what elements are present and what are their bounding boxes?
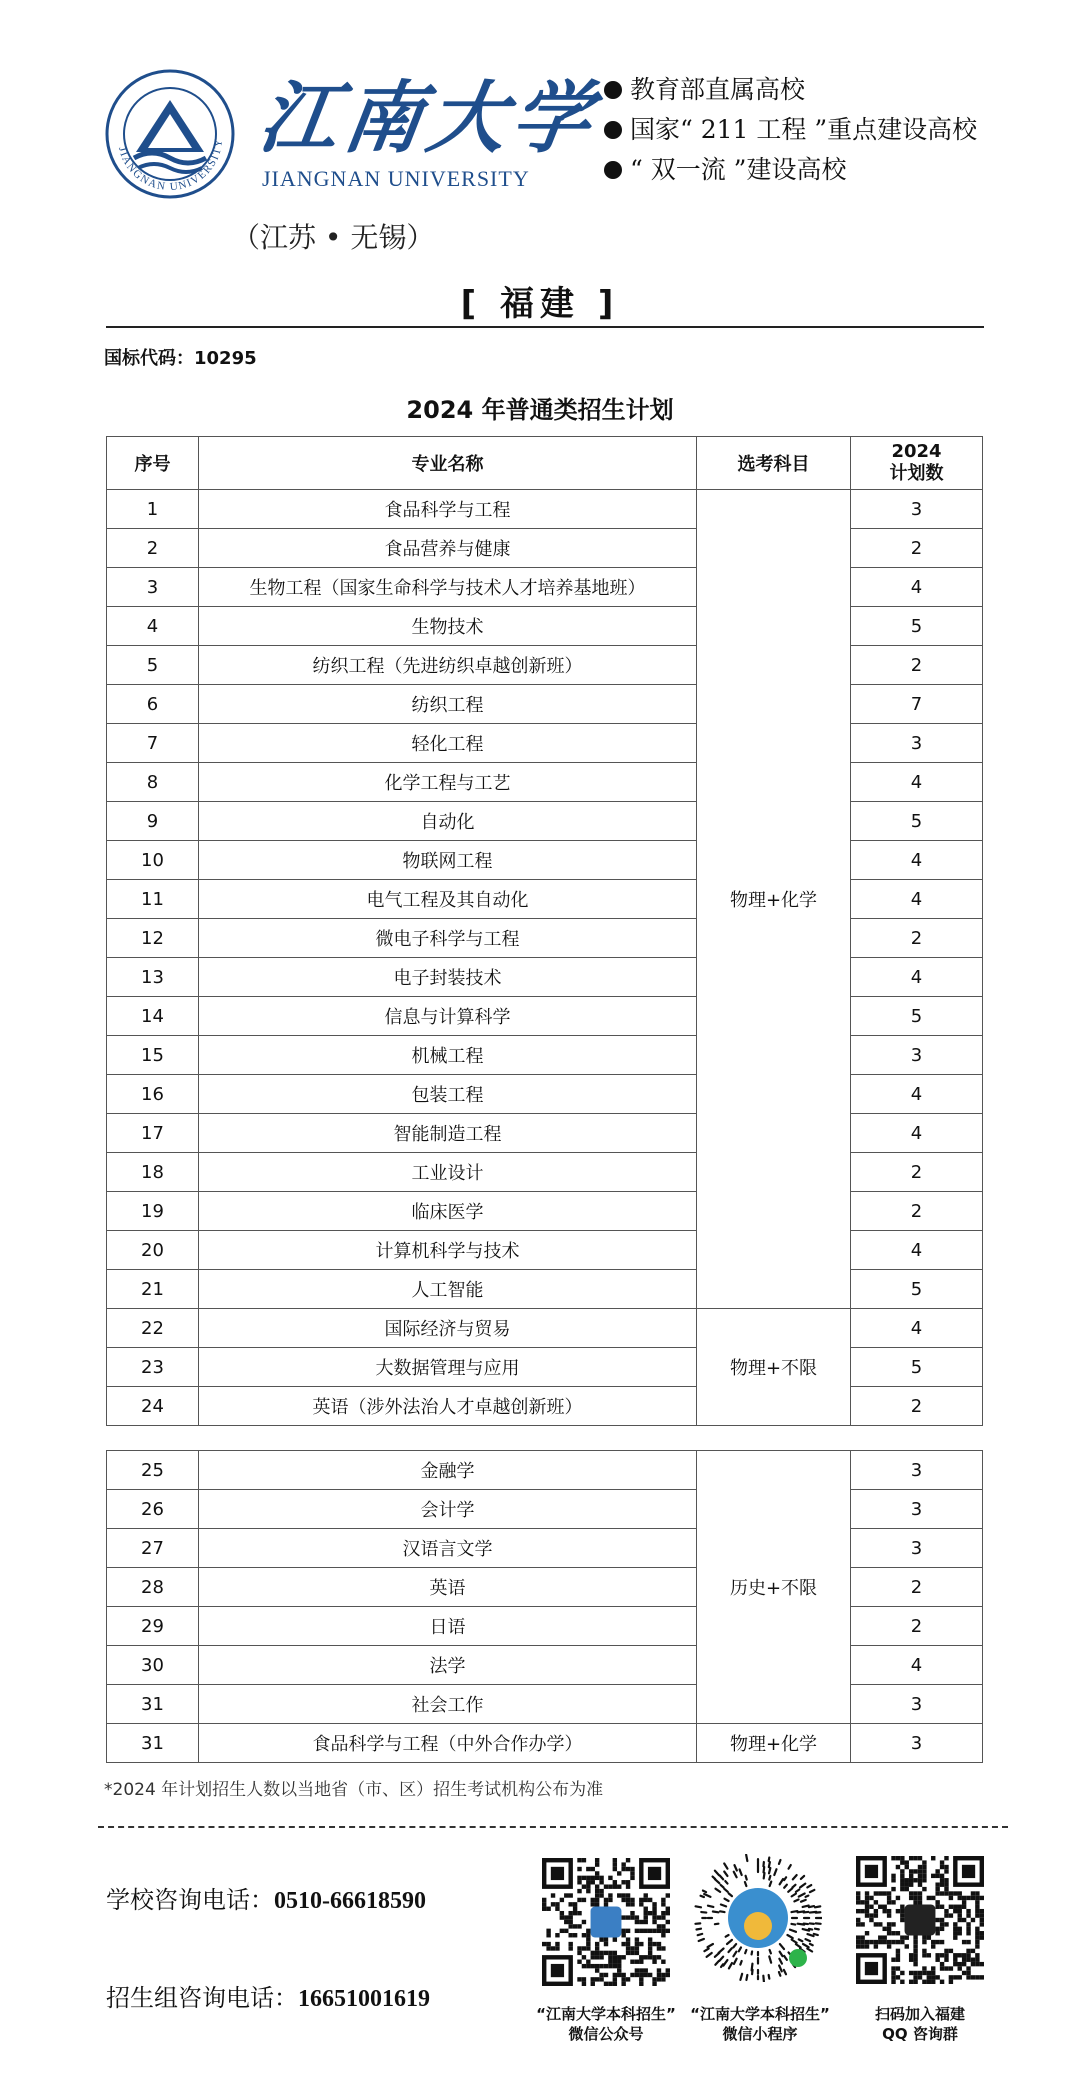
table-row [107, 1724, 983, 1763]
plan-count: 2 [851, 1607, 983, 1646]
major-name: 英语（涉外法治人才卓越创新班） [199, 1387, 697, 1426]
major-name: 化学工程与工艺 [199, 763, 697, 802]
table-row [107, 763, 983, 802]
table-row [107, 1529, 983, 1568]
plan-count: 4 [851, 763, 983, 802]
enrollment-table-1 [106, 436, 983, 1426]
plan-count: 5 [851, 802, 983, 841]
major-name: 生物工程（国家生命科学与技术人才培养基地班） [199, 568, 697, 607]
plan-count: 4 [851, 568, 983, 607]
table-row [107, 802, 983, 841]
row-number: 16 [107, 1075, 199, 1114]
row-number: 31 [107, 1724, 199, 1763]
table-row [107, 724, 983, 763]
plan-count: 3 [851, 490, 983, 529]
row-number: 4 [107, 607, 199, 646]
row-number: 11 [107, 880, 199, 919]
table-row [107, 1153, 983, 1192]
major-name: 会计学 [199, 1490, 697, 1529]
major-name: 电子封装技术 [199, 958, 697, 997]
row-number: 30 [107, 1646, 199, 1685]
plan-count: 4 [851, 841, 983, 880]
plan-count: 5 [851, 1270, 983, 1309]
major-name: 自动化 [199, 802, 697, 841]
row-number: 17 [107, 1114, 199, 1153]
bullet-icon [604, 121, 622, 139]
plan-count: 3 [851, 1490, 983, 1529]
plan-title: 2024 年普通类招生计划 [406, 396, 674, 424]
row-number: 13 [107, 958, 199, 997]
table-row [107, 1036, 983, 1075]
row-number: 15 [107, 1036, 199, 1075]
table-row [107, 1387, 983, 1426]
table-row [107, 607, 983, 646]
row-number: 31 [107, 1685, 199, 1724]
qr-caption-wechat-account: “江南大学本科招生” 微信公众号 [536, 2005, 676, 2043]
header-plan: 2024 计划数 [851, 437, 983, 490]
plan-count: 4 [851, 1114, 983, 1153]
row-number: 18 [107, 1153, 199, 1192]
plan-count: 2 [851, 646, 983, 685]
subject-requirement: 物理+化学 [697, 1724, 851, 1763]
row-number: 24 [107, 1387, 199, 1426]
major-name: 国际经济与贸易 [199, 1309, 697, 1348]
table-row [107, 997, 983, 1036]
table-row [107, 646, 983, 685]
qr-code-icon[interactable] [856, 1856, 984, 1984]
major-name: 电气工程及其自动化 [199, 880, 697, 919]
row-number: 10 [107, 841, 199, 880]
plan-count: 3 [851, 1529, 983, 1568]
plan-count: 2 [851, 1192, 983, 1231]
highlight-list [604, 70, 977, 190]
major-name: 汉语言文学 [199, 1529, 697, 1568]
plan-count: 2 [851, 1568, 983, 1607]
major-name: 社会工作 [199, 1685, 697, 1724]
row-number: 9 [107, 802, 199, 841]
row-number: 22 [107, 1309, 199, 1348]
table-row [107, 1451, 983, 1490]
qr-caption-mini-program: “江南大学本科招生” 微信小程序 [690, 2005, 830, 2043]
plan-count: 3 [851, 724, 983, 763]
major-name: 微电子科学与工程 [199, 919, 697, 958]
university-seal-logo [104, 68, 236, 200]
subject-requirement: 历史+不限 [697, 1451, 851, 1724]
row-number: 7 [107, 724, 199, 763]
plan-count: 2 [851, 919, 983, 958]
university-name-cn: 江南大学 [253, 73, 603, 164]
plan-count: 4 [851, 1231, 983, 1270]
national-code: 国标代码：10295 [104, 348, 257, 369]
table-row [107, 490, 983, 529]
table-row [107, 568, 983, 607]
plan-count: 3 [851, 1685, 983, 1724]
table-row [107, 919, 983, 958]
row-number: 8 [107, 763, 199, 802]
table-row [107, 1114, 983, 1153]
province-title: [ 福建 ] [460, 284, 620, 324]
major-name: 纺织工程（先进纺织卓越创新班） [199, 646, 697, 685]
table-row [107, 1192, 983, 1231]
bullet-icon [604, 81, 622, 99]
divider [106, 326, 984, 328]
subject-requirement: 物理+不限 [697, 1309, 851, 1426]
row-number: 25 [107, 1451, 199, 1490]
table-row [107, 1646, 983, 1685]
enrollment-table-2 [106, 1450, 983, 1763]
header-major: 专业名称 [199, 437, 697, 490]
major-name: 智能制造工程 [199, 1114, 697, 1153]
subject-requirement: 物理+化学 [697, 490, 851, 1309]
row-number: 12 [107, 919, 199, 958]
row-number: 20 [107, 1231, 199, 1270]
header-subjects: 选考科目 [697, 437, 851, 490]
table-row [107, 1231, 983, 1270]
major-name: 物联网工程 [199, 841, 697, 880]
header-no: 序号 [107, 437, 199, 490]
major-name: 临床医学 [199, 1192, 697, 1231]
bullet-icon [604, 161, 622, 179]
table-header-row [107, 437, 983, 490]
major-name: 信息与计算科学 [199, 997, 697, 1036]
team-phone: 招生组咨询电话：16651001619 [106, 1984, 430, 2012]
qr-code-icon[interactable] [542, 1858, 670, 1986]
row-number: 5 [107, 646, 199, 685]
seal-text: JIANGNAN UNIVERSITY [115, 137, 226, 194]
table-row [107, 1568, 983, 1607]
plan-count: 3 [851, 1451, 983, 1490]
plan-count: 2 [851, 529, 983, 568]
table-row [107, 841, 983, 880]
footnote: *2024 年计划招生人数以当地省（市、区）招生考试机构公布为准 [104, 1780, 604, 1800]
row-number: 23 [107, 1348, 199, 1387]
plan-count: 4 [851, 880, 983, 919]
mini-program-code-icon[interactable] [694, 1854, 822, 1982]
row-number: 3 [107, 568, 199, 607]
plan-count: 5 [851, 997, 983, 1036]
major-name: 英语 [199, 1568, 697, 1607]
qr-caption-qq-group: 扫码加入福建 QQ 咨询群 [874, 2005, 965, 2043]
plan-count: 4 [851, 1646, 983, 1685]
highlight-item: 国家“ 211 工程 ”重点建设高校 [604, 110, 977, 150]
major-name: 金融学 [199, 1451, 697, 1490]
row-number: 2 [107, 529, 199, 568]
row-number: 29 [107, 1607, 199, 1646]
major-name: 法学 [199, 1646, 697, 1685]
highlight-item: 教育部直属高校 [604, 70, 977, 110]
major-name: 包装工程 [199, 1075, 697, 1114]
table-row [107, 1348, 983, 1387]
table-row [107, 529, 983, 568]
table-row [107, 958, 983, 997]
row-number: 26 [107, 1490, 199, 1529]
major-name: 食品科学与工程（中外合作办学） [199, 1724, 697, 1763]
table-row [107, 1075, 983, 1114]
highlight-item: “ 双一流 ”建设高校 [604, 150, 977, 190]
location: （江苏 • 无锡） [232, 221, 435, 254]
major-name: 计算机科学与技术 [199, 1231, 697, 1270]
major-name: 轻化工程 [199, 724, 697, 763]
dashed-divider [98, 1826, 1008, 1828]
row-number: 28 [107, 1568, 199, 1607]
major-name: 纺织工程 [199, 685, 697, 724]
major-name: 大数据管理与应用 [199, 1348, 697, 1387]
major-name: 机械工程 [199, 1036, 697, 1075]
major-name: 日语 [199, 1607, 697, 1646]
table-row [107, 1270, 983, 1309]
major-name: 工业设计 [199, 1153, 697, 1192]
row-number: 6 [107, 685, 199, 724]
row-number: 21 [107, 1270, 199, 1309]
table-row [107, 880, 983, 919]
plan-count: 7 [851, 685, 983, 724]
plan-count: 5 [851, 607, 983, 646]
major-name: 食品营养与健康 [199, 529, 697, 568]
row-number: 19 [107, 1192, 199, 1231]
row-number: 1 [107, 490, 199, 529]
table-row [107, 1607, 983, 1646]
university-name-en: JIANGNAN UNIVERSITY [262, 166, 530, 191]
table-row [107, 1490, 983, 1529]
table-row [107, 685, 983, 724]
plan-count: 5 [851, 1348, 983, 1387]
plan-count: 4 [851, 1309, 983, 1348]
major-name: 人工智能 [199, 1270, 697, 1309]
plan-count: 3 [851, 1724, 983, 1763]
plan-count: 2 [851, 1387, 983, 1426]
plan-count: 4 [851, 958, 983, 997]
table-row [107, 1685, 983, 1724]
major-name: 生物技术 [199, 607, 697, 646]
row-number: 27 [107, 1529, 199, 1568]
plan-count: 3 [851, 1036, 983, 1075]
major-name: 食品科学与工程 [199, 490, 697, 529]
table-row [107, 1309, 983, 1348]
row-number: 14 [107, 997, 199, 1036]
plan-count: 4 [851, 1075, 983, 1114]
plan-count: 2 [851, 1153, 983, 1192]
school-phone: 学校咨询电话：0510-66618590 [106, 1886, 426, 1914]
